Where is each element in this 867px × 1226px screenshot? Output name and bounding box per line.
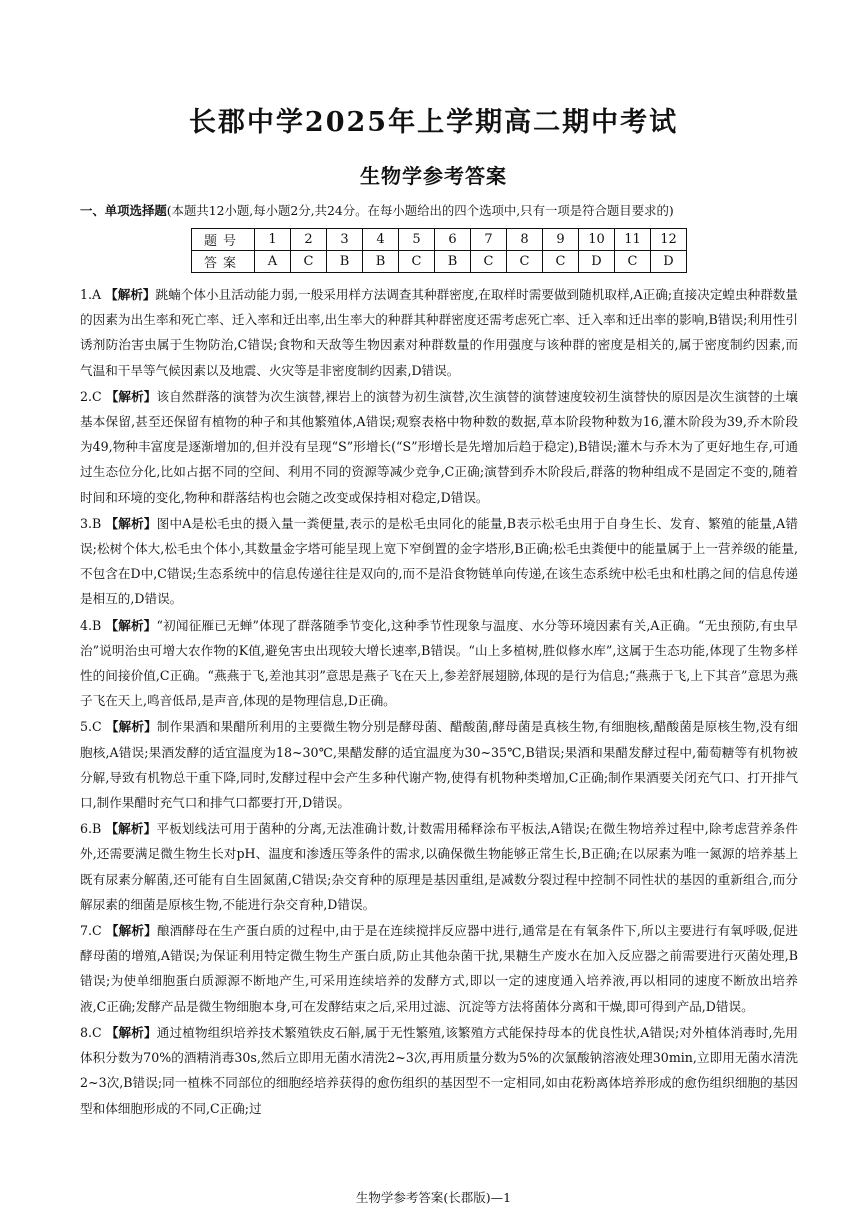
item-text: 该自然群落的演替为次生演替,裸岩上的演替为初生演替,次生演替的演替速度较初生演替快的原因是次生演替的土壤基本保留,甚至还保留有植物的种子和其他繁殖体,A错误;观察表格中物种数的数据,草本阶段物种数为16,灌木阶段为39,乔木阶段为49,物种丰富度是逐渐增加的,但并没有呈现“S”形增长(“S”形增长是先增加后趋于稳定),B错误;灌木与乔木为了更好地生存,可通过生态位分化,比如占据不同的空间、利用不同的资源等减少竞争,C正确;演替到乔木阶段后,群落的物种组成不是固定不变的,随着时间和环境的变化,物种和群落结构也会随之改变或保持相对稳定,D错误。	[80, 388, 799, 505]
section-label: 一、单项选择题	[80, 203, 167, 218]
explanation-list	[80, 282, 798, 1122]
item-text: 酿酒酵母在生产蛋白质的过程中,由于是在连续搅拌反应器中进行,通常是在有氧条件下,所以主要进行有氧呼吸,促进酵母菌的增殖,A错误;为保证利用特定微生物生产蛋白质,防止其他杂菌干扰,果糖生产废水在加入反应器之前需要进行灭菌处理,B错误;为使单细胞蛋白质源源不断地产生,可采用连续培养的发酵方式,即以一定的速度通入培养液,再以相同的速度不断放出培养液,C正确;发酵产品是微生物细胞本身,可在发酵结束之后,采用过滤、沉淀等方法将菌体分离和干燥,即可得到产品,D错误。	[80, 923, 799, 1014]
explanation-item	[80, 918, 798, 1019]
explanation-item	[80, 613, 798, 714]
item-number: 5.C	[80, 719, 102, 735]
answer-cell: D	[579, 251, 615, 273]
answer-cell: D	[651, 251, 687, 273]
item-tag: 【解析】	[105, 388, 157, 404]
question-number: 12	[651, 229, 687, 251]
page-footer: 生物学参考答案(长郡版)—1	[355, 1190, 512, 1205]
row-label-question: 题号	[192, 229, 255, 251]
answer-cell: C	[543, 251, 579, 273]
explanation-item	[80, 282, 798, 383]
page-subtitle: 生物学参考答案	[360, 164, 507, 188]
section-note: (本题共12小题,每小题2分,共24分。在每小题给出的四个选项中,只有一项是符合题目要求的)	[166, 203, 674, 218]
answer-table	[191, 228, 687, 273]
answer-cell: B	[435, 251, 471, 273]
explanation-item	[80, 816, 798, 917]
answer-cell: C	[507, 251, 543, 273]
answer-cell: C	[291, 251, 327, 273]
item-number: 3.B	[80, 515, 102, 531]
answer-cell: B	[363, 251, 399, 273]
explanation-item	[80, 1020, 798, 1121]
question-number: 1	[255, 229, 291, 251]
item-text: 图中A是松毛虫的摄入量一粪便量,表示的是松毛虫同化的能量,B表示松毛虫用于自身生长、发育、繁殖的能量,A错误;松树个体大,松毛虫个体小,其数量金字塔可能呈现上宽下窄倒置的金字塔形,B正确;松毛虫粪便中的能量属于上一营养级的能量,不包含在D中,C错误;生态系统中的信息传递往往是双向的,而不是沿食物链单向传递,在该生态系统中松毛虫和杜鹃之间的信息传递是相互的,D错误。	[80, 515, 798, 607]
question-number: 6	[435, 229, 471, 251]
answer-table-row-numbers	[192, 229, 687, 251]
item-tag: 【解析】	[105, 287, 156, 302]
explanation-item	[80, 384, 798, 510]
explanation-item	[80, 714, 798, 815]
answer-cell: A	[255, 251, 291, 273]
row-label-answer: 答案	[192, 251, 255, 273]
item-tag: 【解析】	[105, 821, 157, 837]
question-number: 11	[615, 229, 651, 251]
item-number: 2.C	[80, 388, 102, 404]
answer-cell: B	[327, 251, 363, 273]
item-text: 平板划线法可用于菌种的分离,无法准确计数,计数需用稀释涂布平板法,A错误;在微生物培养过程中,除考虑营养条件外,还需要满足微生物生长对pH、温度和渗透压等条件的需求,以确保微生物能够正常生长,B正确;在以尿素为唯一氮源的培养基上既有尿素分解菌,还可能有自生固氮菌,C错误;杂交育种的原理是基因重组,是减数分裂过程中控制不同性状的基因的重新组合,而分解尿素的细菌是原核生物,不能进行杂交育种,D错误。	[80, 821, 798, 912]
explanation-item	[80, 511, 798, 612]
question-number: 4	[363, 229, 399, 251]
item-text: “初闻征雁已无蝉”体现了群落随季节变化,这种季节性现象与温度、水分等环境因素有关,A正确。“无虫预防,有虫早治”说明治虫可增大农作物的K值,避免害虫出现较大增长速率,B错误。“山上多植树,胜似修水库”,这属于生态功能,体现了生物多样性的间接价值,C正确。“燕燕于飞,差池其羽”意思是燕子飞在天上,参差舒展翅膀,体现的是行为信息;“燕燕于飞,上下其音”意思为燕子飞在天上,鸣音低昂,是声音,体现的是物理信息,D正确。	[80, 617, 798, 709]
item-number: 1.A	[80, 287, 102, 302]
question-number: 7	[471, 229, 507, 251]
question-number: 2	[291, 229, 327, 251]
item-tag: 【解析】	[105, 923, 157, 939]
item-text: 制作果酒和果醋所利用的主要微生物分别是酵母菌、醋酸菌,酵母菌是真核生物,有细胞核,醋酸菌是原核生物,没有细胞核,A错误;果酒发酵的适宜温度为18~30℃,果醋发酵的适宜温度为30~35℃,B错误;果酒和果醋发酵过程中,葡萄糖等有机物被分解,导致有机物总干重下降,同时,发酵过程中会产生多种代谢产物,使得有机物种类增加,C正确;制作果酒要关闭充气口、打开排气口,制作果醋时充气口和排气口都要打开,D错误。	[80, 719, 799, 811]
item-tag: 【解析】	[105, 1024, 157, 1040]
question-number: 9	[543, 229, 579, 251]
question-number: 10	[579, 229, 615, 251]
section-heading	[80, 201, 820, 219]
answer-table-row-answers	[192, 251, 687, 273]
question-number: 8	[507, 229, 543, 251]
question-number: 5	[399, 229, 435, 251]
item-text: 通过植物组织培养技术繁殖铁皮石斛,属于无性繁殖,该繁殖方式能保持母本的优良性状,A错误;对外植体消毒时,先用体积分数为70%的酒精消毒30s,然后立即用无菌水清洗2~3次,再用质量分数为5%的次氯酸钠溶液处理30min,立即用无菌水清洗2~3次,B错误;同一植株不同部位的细胞经培养获得的愈伤组织的基因型不一定相同,如由花粉离体培养形成的愈伤组织细胞的基因型和体细胞形成的不同,C正确;过	[80, 1024, 798, 1116]
item-number: 8.C	[80, 1024, 102, 1040]
item-tag: 【解析】	[105, 515, 157, 531]
answer-cell: C	[471, 251, 507, 273]
item-number: 6.B	[80, 821, 102, 837]
page-title: 长郡中学2025年上学期高二期中考试	[188, 107, 679, 138]
item-tag: 【解析】	[105, 719, 157, 735]
item-tag: 【解析】	[105, 617, 157, 633]
answer-cell: C	[615, 251, 651, 273]
answer-cell: C	[399, 251, 435, 273]
item-text: 跳蝻个体小且活动能力弱,一般采用样方法调查其种群密度,在取样时需要做到随机取样,A正确;直接决定蝗虫种群数量的因素为出生率和死亡率、迁入率和迁出率,出生率大的种群其种群密度还需考虑死亡率、迁入率和迁出率的影响,B错误;利用性引诱剂防治害虫属于生物防治,C错误;食物和天敌等生物因素对种群数量的作用强度与该种群的密度是相关的,属于密度制约因素,而气温和干旱等气候因素以及地震、火灾等是非密度制约因素,D错误。	[80, 287, 799, 378]
item-number: 4.B	[80, 617, 102, 633]
question-number: 3	[327, 229, 363, 251]
item-number: 7.C	[80, 923, 102, 939]
